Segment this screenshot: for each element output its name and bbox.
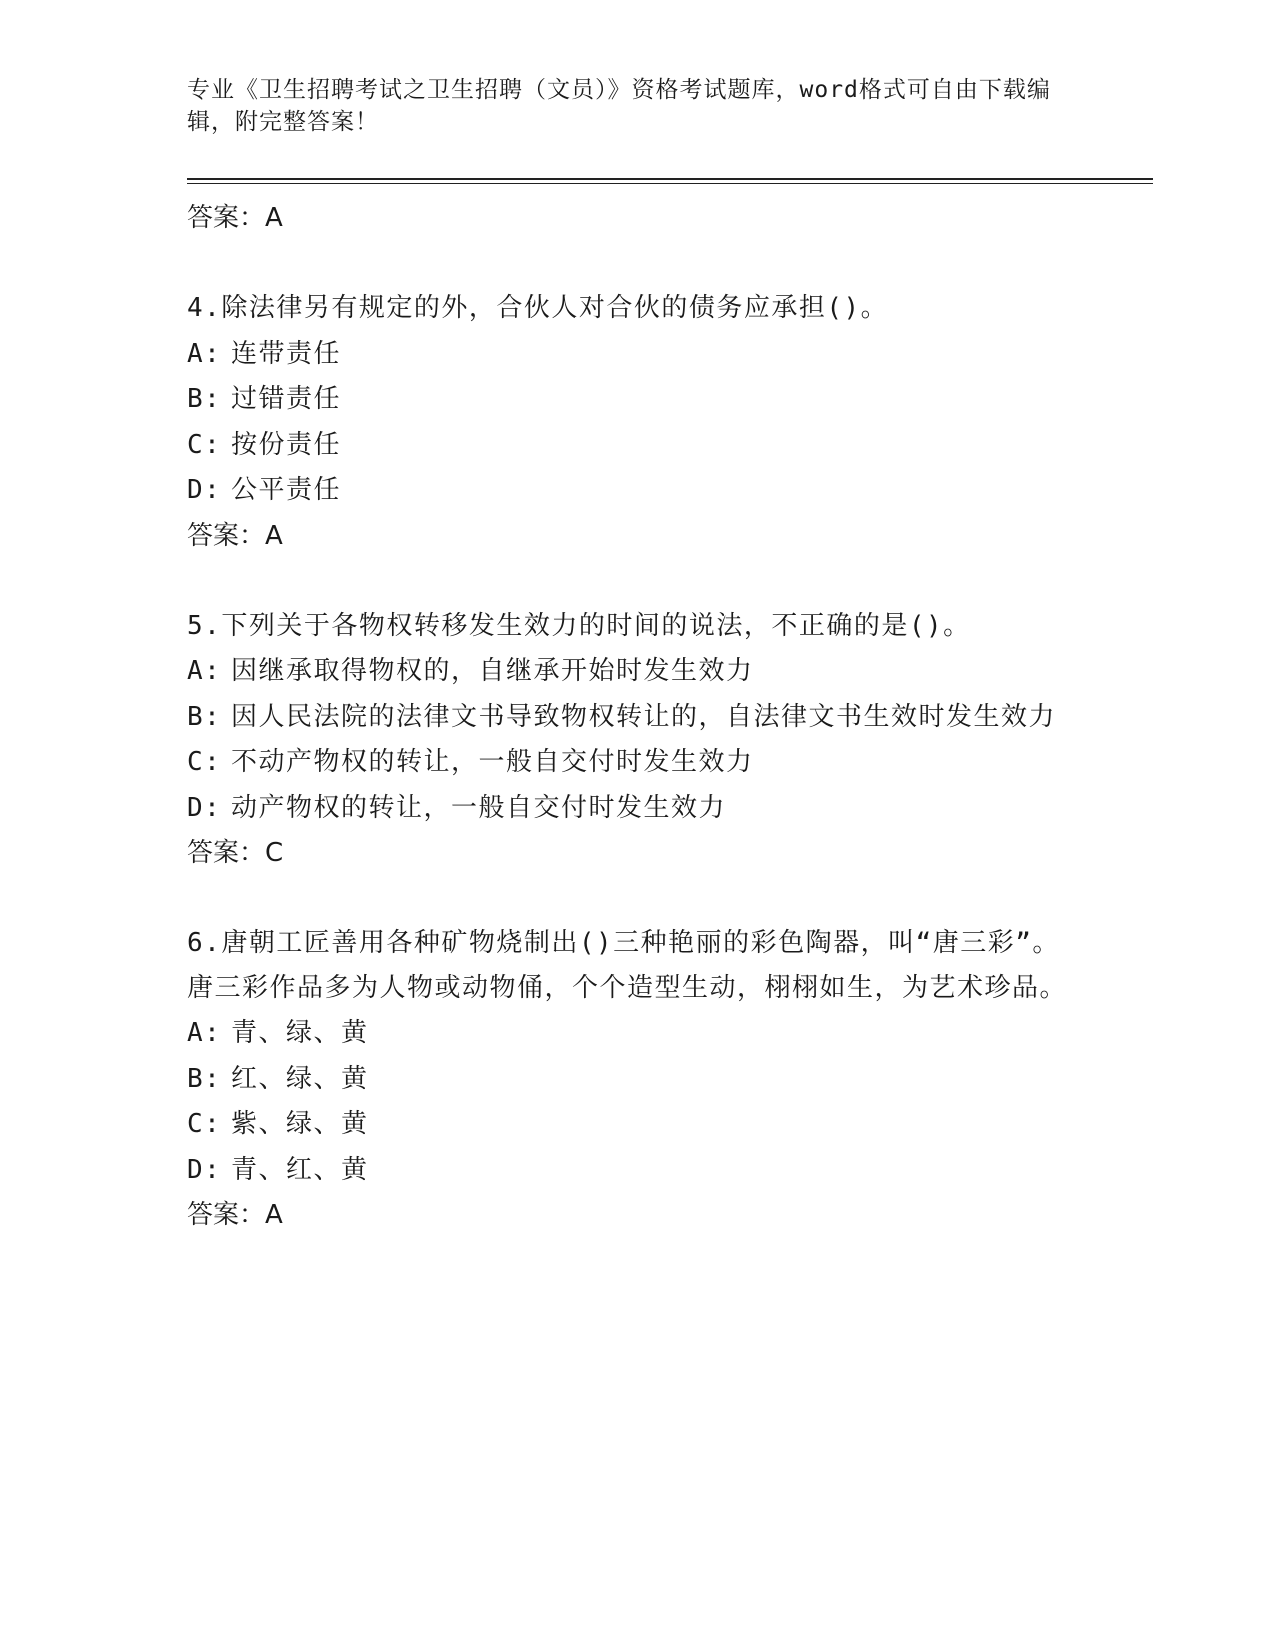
option-key: A: [187, 656, 222, 686]
option-c [187, 1102, 1067, 1148]
question-6 [187, 921, 1087, 1237]
option-key: A: [187, 338, 222, 369]
option-text: 按份责任 [231, 429, 342, 460]
option-key: D: [187, 1154, 222, 1185]
option-key: A: [187, 1018, 222, 1048]
option-text: 红、绿、黄 [231, 1063, 369, 1094]
question-4 [187, 286, 1087, 558]
option-a [187, 332, 1067, 378]
answer-label: 答案： [187, 520, 266, 551]
option-b [187, 1057, 1067, 1103]
option-c [187, 423, 1067, 469]
option-b [187, 695, 1067, 741]
answer [187, 514, 1087, 558]
answer-value: A [265, 203, 283, 233]
answer [187, 1193, 1087, 1237]
option-a [187, 1011, 1067, 1057]
header-text: 专业《卫生招聘考试之卫生招聘（文员）》资格考试题库，word格式可自由下载编辑，附完整答案！ [187, 77, 1051, 135]
header-rule [187, 178, 1153, 180]
answer [187, 831, 1087, 875]
question-text [187, 286, 1067, 332]
question-number: 4. [187, 293, 222, 323]
option-text: 因继承取得物权的，自继承开始时发生效力 [231, 656, 754, 686]
option-b [187, 377, 1067, 423]
question-number: 5. [187, 610, 222, 641]
question-number: 6. [187, 928, 222, 958]
option-key: B: [187, 701, 222, 732]
option-text: 不动产物权的转让，一般自交付时发生效力 [231, 747, 754, 777]
option-text: 动产物权的转让，一般自交付时发生效力 [231, 792, 727, 823]
option-key: B: [187, 384, 222, 414]
answer-label: 答案： [187, 838, 266, 868]
option-d [187, 1148, 1067, 1194]
option-text: 因人民法院的法律文书导致物权转让的，自法律文书生效时发生效力 [231, 701, 1057, 732]
question-list [187, 188, 1087, 1237]
option-text: 青、绿、黄 [231, 1018, 369, 1048]
question-body: 唐朝工匠善用各种矿物烧制出()三种艳丽的彩色陶器，叫“唐三彩”。唐三彩作品多为人物或动物俑，个个造型生动，栩栩如生，为艺术珍品。 [187, 928, 1068, 1003]
question-text [187, 921, 1067, 1011]
option-c [187, 740, 1067, 786]
question-text [187, 604, 1067, 650]
question-5 [187, 604, 1087, 876]
answer-label: 答案： [187, 203, 266, 233]
option-d [187, 786, 1067, 832]
option-key: B: [187, 1063, 222, 1094]
header-rule-thin [187, 183, 1153, 184]
option-text: 过错责任 [231, 384, 342, 414]
option-key: C: [187, 1109, 222, 1139]
option-text: 公平责任 [231, 475, 342, 505]
option-key: C: [187, 429, 222, 460]
option-text: 紫、绿、黄 [231, 1109, 369, 1139]
question-body: 下列关于各物权转移发生效力的时间的说法，不正确的是()。 [221, 610, 971, 641]
option-text: 连带责任 [231, 338, 342, 369]
answer-value: C [265, 838, 284, 868]
page-header [187, 74, 1067, 138]
answer-value: A [265, 1200, 283, 1230]
option-text: 青、红、黄 [231, 1154, 369, 1185]
option-key: C: [187, 747, 222, 777]
option-a [187, 649, 1067, 695]
option-d [187, 468, 1067, 514]
question-body: 除法律另有规定的外，合伙人对合伙的债务应承担()。 [221, 293, 889, 323]
previous-answer [187, 196, 1087, 240]
answer-label: 答案： [187, 1200, 266, 1230]
option-key: D: [187, 475, 222, 505]
answer-value: A [265, 520, 283, 551]
option-key: D: [187, 792, 222, 823]
